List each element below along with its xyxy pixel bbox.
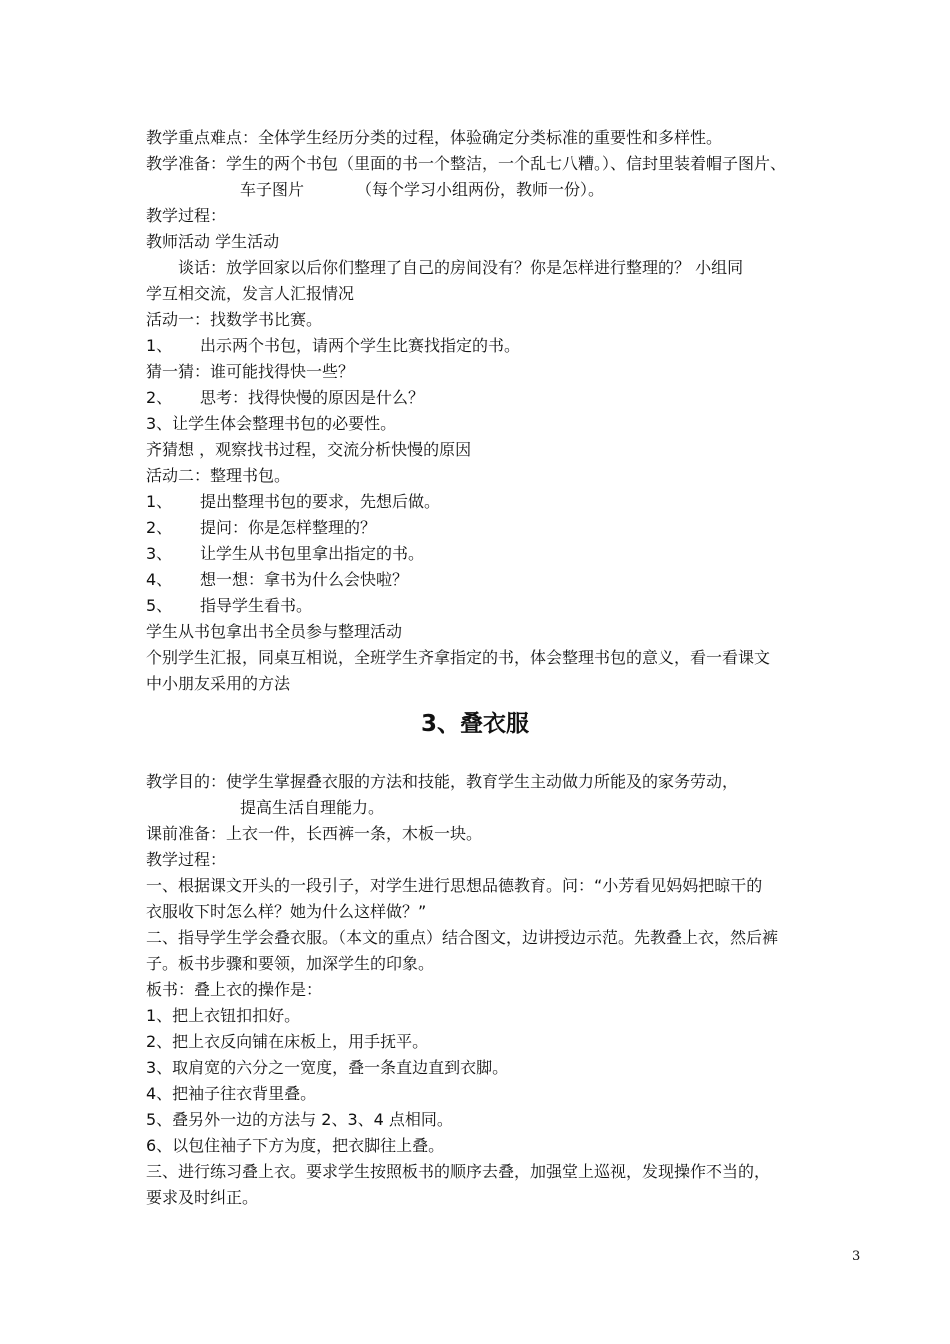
list-number: 3、 xyxy=(146,544,173,563)
list-item xyxy=(146,388,866,408)
list-item: 3、取肩宽的六分之一宽度，叠一条直边直到衣脚。 xyxy=(146,1058,509,1077)
page-number: 3 xyxy=(852,1249,861,1264)
student-activity-line: 学生从书包拿出书全员参与整理活动 xyxy=(146,622,403,641)
guess-line: 猜一猜：谁可能找得快一些？ xyxy=(146,362,355,381)
step-one-line: 一、根据课文开头的一段引子，对学生进行思想品德教育。问：“小芳看见妈妈把晾干的 xyxy=(146,876,763,895)
talk-line: 谈话：放学回家以后你们整理了自己的房间没有？你是怎样进行整理的？ 小组同 xyxy=(178,258,744,277)
list-number: 1、 xyxy=(146,492,173,511)
list-item: 3、让学生体会整理书包的必要性。 xyxy=(146,414,397,433)
preparation-line-cont xyxy=(240,180,950,200)
activity-columns: 教师活动 学生活动 xyxy=(146,232,280,251)
list-item xyxy=(146,336,866,356)
list-text: 提问：你是怎样整理的？ xyxy=(200,518,377,537)
report-line: 个别学生汇报，同桌互相说，全班学生齐拿指定的书，体会整理书包的意义，看一看课文 xyxy=(146,648,771,667)
guess-observe-line: 齐猜想 ，观察找书过程，交流分析快慢的原因 xyxy=(146,440,472,459)
list-text: 出示两个书包，请两个学生比赛找指定的书。 xyxy=(200,336,521,355)
step-three-line-cont: 要求及时纠正。 xyxy=(146,1188,259,1207)
list-item: 5、叠另外一边的方法与 2、3、4 点相同。 xyxy=(146,1110,453,1129)
step-two-line-cont: 子。板书步骤和要领，加深学生的印象。 xyxy=(146,954,435,973)
step-one-line-cont: 衣服收下时怎么样？她为什么这样做？” xyxy=(146,902,427,921)
text-span: 车子图片 xyxy=(240,180,305,199)
lesson-title: 3、叠衣服 xyxy=(420,711,529,737)
list-text: 让学生从书包里拿出指定的书。 xyxy=(200,544,425,563)
list-text: 思考：找得快慢的原因是什么？ xyxy=(200,388,425,407)
board-heading: 板书：叠上衣的操作是： xyxy=(146,980,323,999)
list-number: 4、 xyxy=(146,570,173,589)
list-number: 5、 xyxy=(146,596,173,615)
objective-line-cont: 提高生活自理能力。 xyxy=(240,798,385,817)
list-text: 想一想：拿书为什么会快啦？ xyxy=(200,570,409,589)
step-three-line: 三、进行练习叠上衣。要求学生按照板书的顺序去叠，加强堂上巡视，发现操作不当的， xyxy=(146,1162,771,1181)
activity-one-heading: 活动一：找数学书比赛。 xyxy=(146,310,323,329)
list-text: 指导学生看书。 xyxy=(200,596,313,615)
list-item xyxy=(146,544,866,564)
list-number: 2、 xyxy=(146,388,173,407)
list-item: 4、把袖子往衣背里叠。 xyxy=(146,1084,317,1103)
talk-line-cont: 学互相交流，发言人汇报情况 xyxy=(146,284,355,303)
list-item: 1、把上衣钮扣扣好。 xyxy=(146,1006,301,1025)
objective-line: 教学目的：使学生掌握叠衣服的方法和技能，教育学生主动做力所能及的家务劳动， xyxy=(146,772,739,791)
list-number: 2、 xyxy=(146,518,173,537)
list-item xyxy=(146,492,866,512)
process-heading-2: 教学过程： xyxy=(146,850,227,869)
list-text: 提出整理书包的要求，先想后做。 xyxy=(200,492,441,511)
key-difficulty-line: 教学重点难点：全体学生经历分类的过程，体验确定分类标准的重要性和多样性。 xyxy=(146,128,723,147)
list-item xyxy=(146,596,866,616)
text-span: （每个学习小组两份，教师一份）。 xyxy=(356,180,605,199)
process-heading: 教学过程： xyxy=(146,206,227,225)
report-line-cont: 中小朋友采用的方法 xyxy=(146,674,291,693)
materials-line: 课前准备：上衣一件，长西裤一条，木板一块。 xyxy=(146,824,483,843)
list-number: 1、 xyxy=(146,336,173,355)
activity-two-heading: 活动二：整理书包。 xyxy=(146,466,291,485)
step-two-line: 二、指导学生学会叠衣服。（本文的重点）结合图文，边讲授边示范。先教叠上衣，然后裤 xyxy=(146,928,779,947)
list-item: 6、以包住袖子下方为度，把衣脚往上叠。 xyxy=(146,1136,445,1155)
preparation-line: 教学准备：学生的两个书包（里面的书一个整洁，一个乱七八糟。）、信封里装着帽子图片、 xyxy=(146,154,787,173)
list-item: 2、把上衣反向铺在床板上，用手抚平。 xyxy=(146,1032,429,1051)
list-item xyxy=(146,518,866,538)
list-item xyxy=(146,570,866,590)
